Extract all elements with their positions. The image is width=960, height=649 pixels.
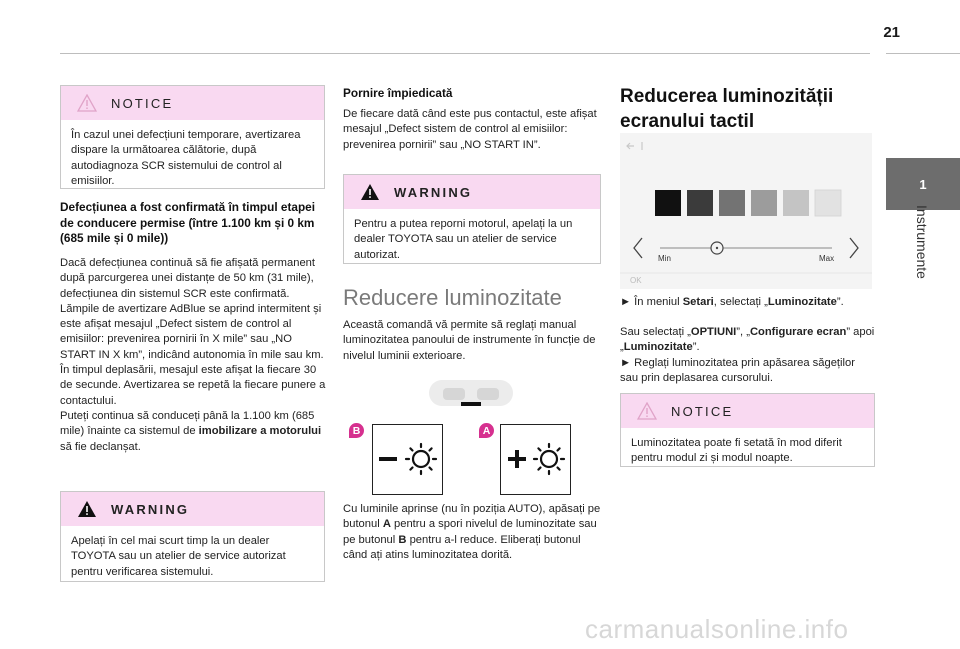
notice-header: [61, 86, 324, 120]
warning-header: [344, 175, 600, 209]
notice-body: În cazul unei defecțiuni temporare, avertizarea dispare la următoarea călătorie, după autodiagnoza SCR sistemului de control al emisiilor.: [71, 129, 301, 187]
chapter-number: 1: [919, 176, 927, 192]
screen-ok-button[interactable]: OK: [630, 276, 642, 285]
notice-box-right: [620, 393, 875, 467]
paragraph: Puteți continua să conduceți până la 1.100 km (685 mile) înainte ca sistemul de imobilizare a motorului să fie declanșat.: [60, 409, 322, 453]
notice-box-left: [60, 85, 325, 189]
warning-title: WARNING: [111, 501, 190, 517]
right-alt-path: Sau selectați „OPTIUNI”, „Configurare ecran” apoi „Luminozitate”. ► Reglați luminozitatea prin apăsarea săgeților sau prin deplasarea cursorului.: [620, 325, 875, 386]
middle-para3: Cu luminile aprinse (nu în poziția AUTO), apăsați pe butonul A pentru a spori nivelul de luminozitate sau pe butonul B pentru a-l reduce. Eliberați butonul când ați atins luminozitatea dorită.: [343, 503, 601, 561]
brightness-screen: [620, 133, 872, 289]
label-a-marker: A: [479, 423, 494, 438]
paragraph: Lămpile de avertizare AdBlue se aprind intermitent și este afișat mesajul „Defect sistem de control al emisiilor: prevenirea pornirii în X mile” sau „NO START IN X km”, indicând autonomia în mile sau km.: [60, 302, 324, 361]
paragraph: În timpul deplasării, mesajul este afișat la fiecare 30 de secunde. Avertizarea se repetă la fiecare punere a contactului.: [60, 364, 326, 407]
dim-increase-button[interactable]: [500, 424, 571, 495]
middle-para2: Această comandă vă permite să reglați manual luminozitatea panoului de instrumente în funcție de nivelul luminii exterioare.: [343, 319, 596, 362]
page-number: 21: [883, 24, 900, 41]
section-heading-start-prevented: Pornire împiedicată: [343, 86, 453, 100]
warning-icon: [77, 500, 97, 518]
dashboard-illustration: [425, 376, 517, 410]
left-body: [60, 256, 328, 455]
section-heading-confirmed: Defecțiunea a fost confirmată în timpul etapei de conducere permise (între 1.100 km și 0 km (685 mile și 0 mile)): [60, 200, 315, 245]
dim-decrease-button[interactable]: [372, 424, 443, 495]
warning-box-middle: [343, 174, 601, 264]
paragraph: Dacă defecțiunea continuă să fie afișată permanent după parcurgerea unei distanțe de 50 km (31 mile), defecțiunea din sistemul SCR este confirmată.: [60, 257, 315, 300]
minus-sun-icon: [373, 425, 442, 494]
notice-body: Luminozitatea poate fi setată în mod diferit pentru modul zi și modul noapte.: [631, 437, 842, 465]
right-step2: ► Reglați luminozitatea prin apăsarea săgeților sau prin deplasarea cursorului.: [620, 356, 855, 384]
label-b-marker: B: [349, 423, 364, 438]
brightness-max-label: Max: [819, 254, 835, 263]
warning-icon: [360, 183, 380, 201]
notice-header: [621, 394, 874, 428]
header-rule: [60, 53, 870, 54]
tab-rule: [886, 53, 960, 54]
section-title-dimming: Reducere luminozitate: [343, 285, 562, 310]
warning-title: WARNING: [394, 184, 473, 200]
notice-title: NOTICE: [111, 95, 174, 111]
brightness-min-label: Min: [658, 254, 671, 263]
caution-icon: [637, 402, 657, 420]
warning-body: Pentru a putea reporni motorul, apelați la un dealer TOYOTA sau un atelier de service autorizat.: [354, 218, 573, 261]
plus-sun-icon: [501, 425, 570, 494]
notice-title: NOTICE: [671, 403, 734, 419]
touchscreen-brightness-illustration: [620, 133, 872, 289]
right-step1: ► În meniul Setari, selectați „Luminozitate”.: [620, 296, 844, 308]
warning-box-left: [60, 491, 325, 582]
caution-icon: [77, 94, 97, 112]
section-title-touchscreen: Reducerea luminozității ecranului tactil: [620, 86, 834, 132]
chapter-label: Instrumente: [914, 205, 930, 279]
middle-para1: De fiecare dată când este pus contactul, este afișat mesajul „Defect sistem de control al emisiilor: prevenirea pornirii” sau „NO START IN”.: [343, 108, 597, 151]
warning-body: Apelați în cel mai scurt timp la un dealer TOYOTA sau un atelier de service autorizat pentru verificarea sistemului.: [71, 535, 286, 578]
warning-header: [61, 492, 324, 526]
watermark: carmanualsonline.info: [585, 614, 849, 644]
